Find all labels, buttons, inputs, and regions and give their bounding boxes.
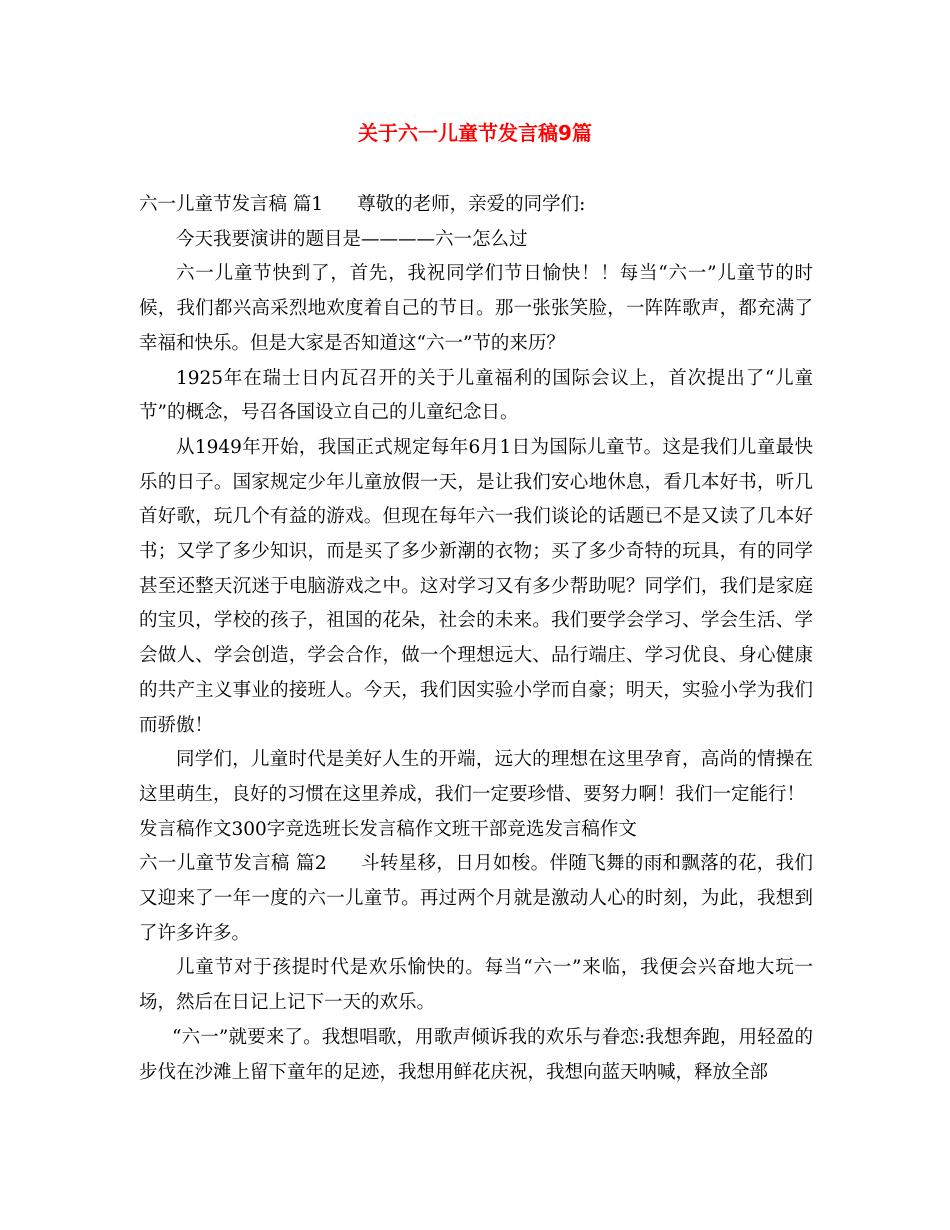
section-2-paragraph: “六一”就要来了。我想唱歌，用歌声倾诉我的欢乐与眷恋:我想奔跑，用轻盈的步伐在沙滩上留下童年的足迹，我想用鲜花庆祝，我想向蓝天呐喊，释放全部 <box>139 1026 813 1083</box>
document-title: 关于六一儿童节发言稿9篇 <box>358 121 592 145</box>
section-1-heading: 六一儿童节发言稿 篇1 <box>139 194 324 215</box>
section-1-paragraph: 从1949年开始，我国正式规定每年6月1日为国际儿童节。这是我们儿童最快乐的日子。国家规定少年儿童放假一天，是让我们安心地休息，看几本好书，听几首好歌，玩几个有益的游戏。但现在每年六一我们谈论的话题已不是又读了几本好书；又学了多少知识，而是买了多少新潮的衣物；买了多少奇特的玩具，有的同学甚至还整天沉迷于电脑游戏之中。这对学习又有多少帮助呢？同学们，我们是家庭的宝贝，学校的孩子，祖国的花朵，社会的未来。我们要学会学习、学会生活、学会做人、学会创造，学会合作，做一个理想远大、品行端庄、学习优良、身心健康的共产主义事业的接班人。今天，我们因实验小学而自豪；明天，实验小学为我们而骄傲！ <box>139 436 813 736</box>
section-2-heading-line <box>139 847 813 951</box>
related-articles-line: 发言稿作文300字竞选班长发言稿作文班干部竞选发言稿作文 <box>139 818 637 840</box>
section-1-paragraph: 今天我要演讲的题目是————六一怎么过 <box>176 228 528 250</box>
section-1-paragraph: 同学们，儿童时代是美好人生的开端，远大的理想在这里孕育，高尚的情操在这里萌生，良好的习惯在这里养成，我们一定要珍惜、要努力啊！我们一定能行！ <box>139 749 813 805</box>
section-2-heading: 六一儿童节发言稿 篇2 <box>139 853 327 875</box>
section-1-heading-line <box>139 188 813 223</box>
section-1-paragraph: 六一儿童节快到了，首先，我祝同学们节日愉快！！每当“六一”儿童节的时候，我们都兴高采烈地欢度着自己的节日。那一张张笑脸，一阵阵歌声，都充满了幸福和快乐。但是大家是否知道这“六一”节的来历？ <box>139 263 813 354</box>
section-2-opening: 斗转星移，日月如梭。伴随飞舞的雨和飘落的花，我们又迎来了一年一度的六一儿童节。再过两个月就是激动人心的时刻，为此，我想到了许多许多。 <box>139 853 813 944</box>
document-body <box>139 188 813 1090</box>
section-2-paragraph: 儿童节对于孩提时代是欢乐愉快的。每当“六一”来临，我便会兴奋地大玩一场，然后在日记上记下一天的欢乐。 <box>139 957 813 1014</box>
section-1-opening: 尊敬的老师，亲爱的同学们: <box>357 194 586 215</box>
section-1-paragraph: 1925年在瑞士日内瓦召开的关于儿童福利的国际会议上，首次提出了“儿童节”的概念，号召各国设立自己的儿童纪念日。 <box>139 367 813 424</box>
